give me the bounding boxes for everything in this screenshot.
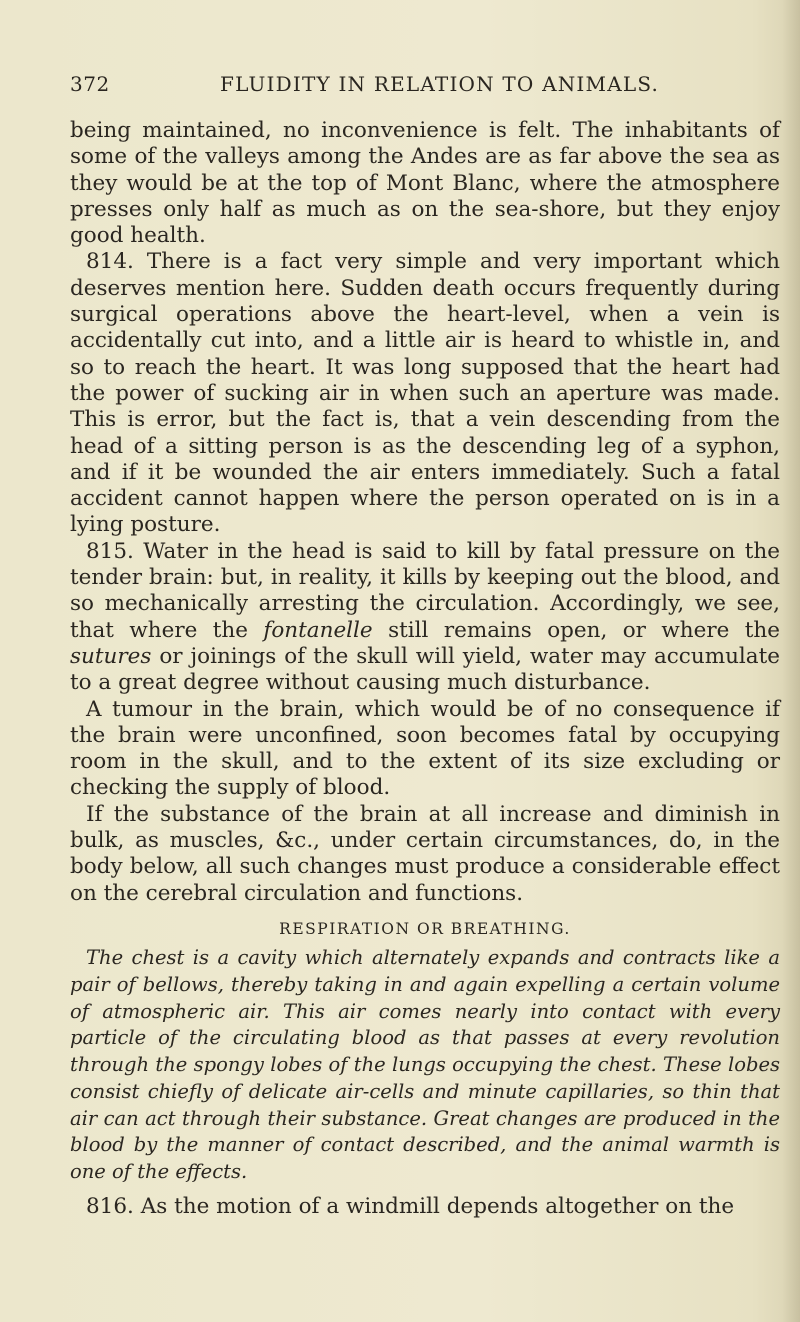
p815-text-a: 815. Water in the head is said to kill by fatal pressure on the tender brain: but, in reality, it kills by keeping out the blood, and so mechanically arresting the circulation. Accordingly, we see, that where the [70,538,780,643]
paragraph-tumour: A tumour in the brain, which would be of no consequence if the brain were unconfined, soon becomes fatal by occupying room in the skull, and to the extent of its size excluding or checking the supply of blood. [70,696,780,801]
paragraph-816: 816. As the motion of a windmill depends altogether on the [86,1194,735,1220]
paragraph-bulk: If the substance of the brain at all increase and diminish in bulk, as muscles, &c., under certain circumstances, do, in the body below, all such changes must produce a considerable effect on the cerebral circulation and functions. [70,801,780,906]
section-title: RESPIRATION OR BREATHING. [279,919,571,938]
paragraph-815 [70,539,780,697]
term-sutures: sutures [70,643,152,669]
page-number: 372 [70,72,110,96]
p815-text-b: still remains open, or where the [372,617,780,643]
section-summary: The chest is a cavity which alternately expands and contracts like a pair of bellows, thereby taking in and again expelling a certain volume of atmospheric air. This air comes nearly into contact with every particle of the circulating blood as that passes at every revolution through the spongy lobes of the lungs occupying the chest. These lobes consist chiefly of delicate air-cells and minute capillaries, so thin that air can act through their substance. Great changes are produced in the blood by the manner of contact described, and the animal warmth is one of the effects. [70,945,780,1184]
page-body [70,118,780,1220]
page-edge-shadow [782,0,800,1322]
term-fontanelle: fontanelle [263,617,373,643]
paragraph-814: 814. There is a fact very simple and very important which deserves mention here. Sudden death occurs frequently during surgical operations above the heart-level, when a vein is accidentally cut into, and a little air is heard to whistle in, and so to reach the heart. It was long supposed that the heart had the power of sucking air in when such an aperture was made. This is error, but the fact is, that a vein descending from the head of a sitting person is as the descending leg of a syphon, and if it be wounded the air enters immediately. Such a fatal accident cannot happen where the person operated on is in a lying posture. [70,249,780,538]
page-header [70,72,760,106]
p815-text-c: or joinings of the skull will yield, water may accumulate to a great degree without causing much disturbance. [70,643,780,696]
paragraph-continued: being maintained, no inconvenience is felt. The inhabitants of some of the valleys among the Andes are as far above the sea as they would be at the top of Mont Blanc, where the atmosphere presses only half as much as on the sea-shore, but they enjoy good health. [70,118,780,249]
running-title: FLUIDITY IN RELATION TO ANIMALS. [220,72,660,96]
